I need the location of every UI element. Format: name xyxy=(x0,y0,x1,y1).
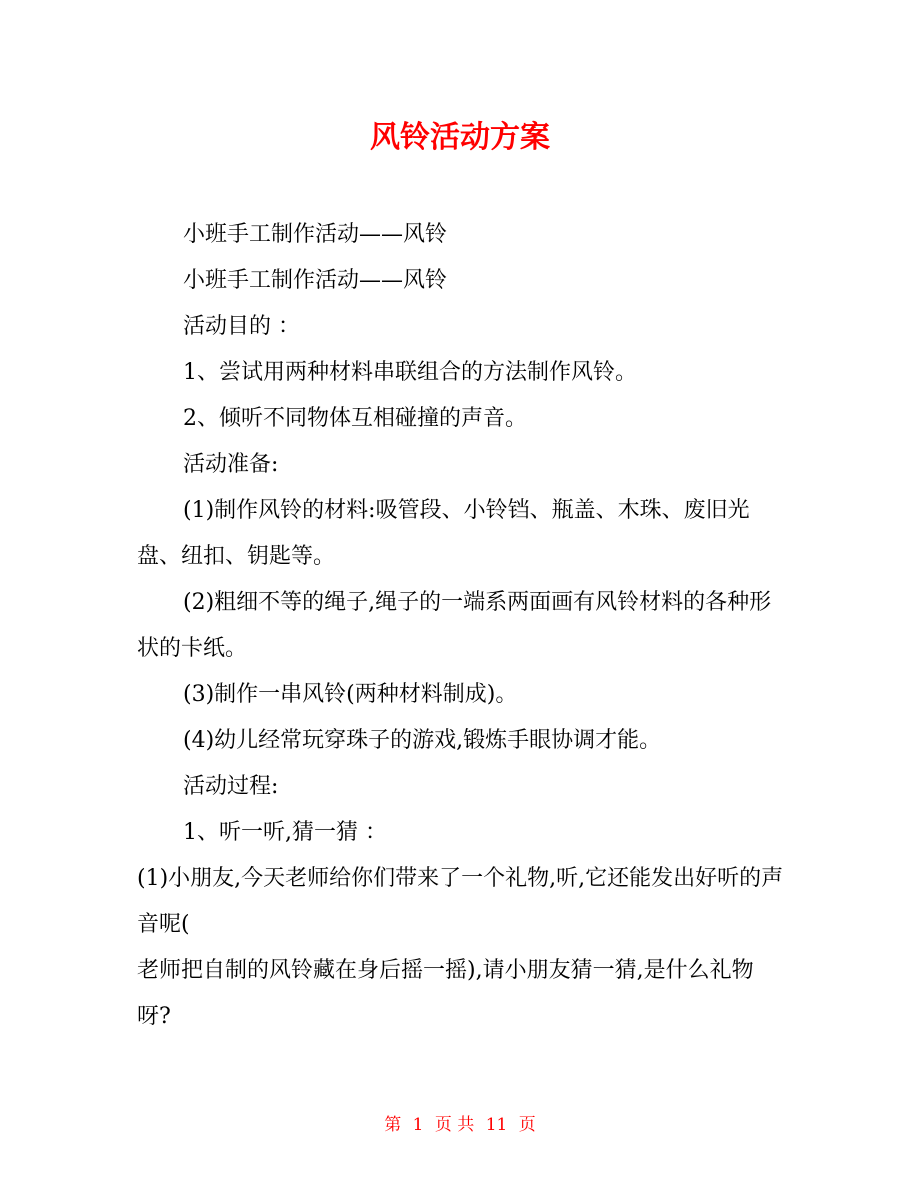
paragraph: 1、听一听,猜一猜 ： xyxy=(183,820,387,845)
paragraph: (3)制作一串风铃(两种材料制成)。 xyxy=(183,682,518,707)
paragraph: 1、尝试用两种材料串联组合的方法制作风铃。 xyxy=(183,360,637,385)
document-title: 风铃活动方案 xyxy=(370,120,550,155)
paragraph: 2、倾听不同物体互相碰撞的声音。 xyxy=(183,406,527,431)
paragraph: 活动过程: xyxy=(183,774,279,799)
paragraph: 小班手工制作活动——风铃 xyxy=(183,222,448,247)
paragraph: (1)制作风铃的材料:吸管段、小铃铛、瓶盖、木珠、废旧光盘、纽扣、钥匙等。 xyxy=(137,498,750,569)
paragraph: 活动目的 ： xyxy=(183,314,300,339)
document-body xyxy=(137,212,787,1040)
page-label-middle: 页 共 xyxy=(434,1115,475,1135)
paragraph: 活动准备: xyxy=(183,452,279,477)
paragraph: 小班手工制作活动——风铃 xyxy=(183,268,448,293)
page-footer xyxy=(0,1113,920,1137)
page-label-suffix: 页 xyxy=(518,1115,536,1135)
paragraph: 老师把自制的风铃藏在身后摇一摇),请小朋友猜一猜,是什么礼物呀? xyxy=(137,958,754,1029)
paragraph: (1)小朋友,今天老师给你们带来了一个礼物,听,它还能发出好听的声音呢( xyxy=(137,866,784,937)
total-pages-number: 11 xyxy=(485,1115,508,1135)
paragraph: (4)幼儿经常玩穿珠子的游戏,锻炼手眼协调才能。 xyxy=(183,728,662,753)
current-page-number: 1 xyxy=(412,1115,424,1135)
paragraph: (2)粗细不等的绳子,绳子的一端系两面画有风铃材料的各种形状的卡纸。 xyxy=(137,590,772,661)
page-label-prefix: 第 xyxy=(384,1115,402,1135)
